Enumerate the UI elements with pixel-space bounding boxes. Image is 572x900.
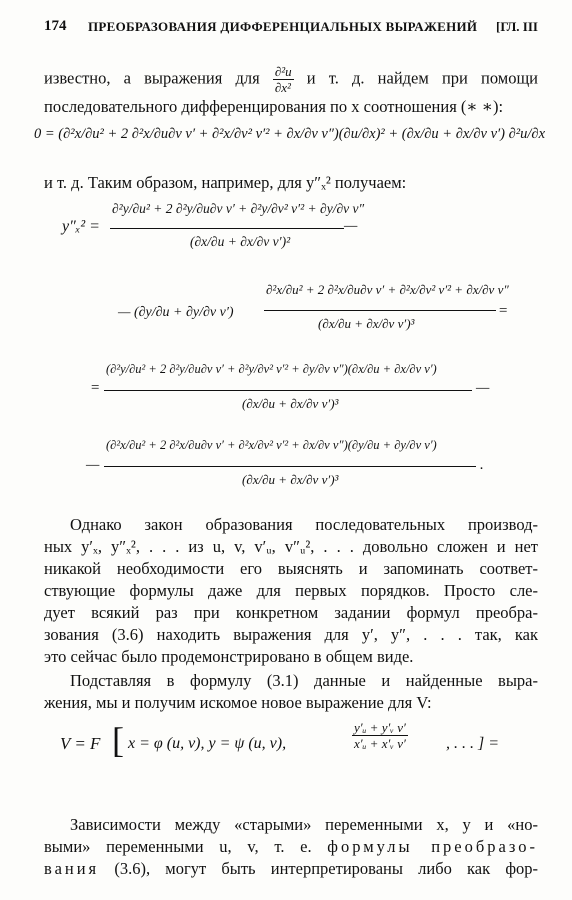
eq-lhs: y″ₓ² = [62,218,100,235]
term3-tail: — [476,380,490,396]
equation-V: V = F [ x = φ (u, v), y = ψ (u, v), $\frac{\text{y′ᵤ + y′ᵥ v′}}{\text{x′ᵤ + x′ᵥ v′}}$ , . . . ] = [60,720,500,760]
para1-line-4: ствующие формулы даже для первых порядков. Просто сле- [44,581,538,600]
term4-prefix: — [86,457,100,473]
term1-denominator: (∂x/∂u + ∂x/∂v v′)² [190,234,291,249]
term2-denominator: (∂x/∂u + ∂x/∂v v′)³ [318,316,415,331]
left-bracket: [ [112,720,124,760]
term3-denominator: (∂x/∂u + ∂x/∂v v′)³ [242,396,339,411]
para3-line-2: выми» переменными u, v, т. е. формулы преобразо- [44,837,539,856]
term2-tail: = [498,303,509,319]
para1-line-6: зования (3.6) находить выражения для y′, y″, . . . так, как [44,625,538,644]
term2-numerator: ∂²x/∂u² + 2 ∂²x/∂u∂v v′ + ∂²x/∂v² v′² + ∂x/∂v v″ [266,282,509,297]
spaced-emphasis: формулы преобразо- [327,837,539,856]
term2-prefix: — (∂y/∂u + ∂y/∂v v′) [118,305,234,320]
term4-numerator: (∂²x/∂u² + 2 ∂²x/∂u∂v v′ + ∂²x/∂v² v′² + ∂x/∂v v″)(∂y/∂u + ∂y/∂v v′) [106,438,437,452]
para2-line-1: Подставляя в формулу (3.1) данные и найденные выра- [70,671,538,690]
para1-line-1: Однако закон образования последовательных производ- [70,515,538,534]
d2u-dx2-fraction: $\frac{\text{∂²u}}{\text{∂x²}}$ [274,64,292,95]
y-prime-fraction: $\frac{\text{y′ᵤ + y′ᵥ v′}}{\text{x′ᵤ + x′ᵥ v′}}$ [354,720,406,751]
term1-fraction-bar [110,228,344,229]
example-line: и т. д. Таким образом, например, для y″ₓ² получаем: [44,173,407,192]
running-header [44,18,538,42]
equation-zero: 0 = (∂²x/∂u² + 2 ∂²x/∂u∂v v′ + ∂²x/∂v² v′² + ∂x/∂v v″)(∂u/∂x)² + (∂x/∂u + ∂x/∂v v′) ∂²u/∂x [34,126,546,142]
term3-fraction-bar [104,390,472,391]
term1-numerator: ∂²y/∂u² + 2 ∂²y/∂u∂v v′ + ∂²y/∂v² v′² + ∂y/∂v v″ [112,201,365,216]
spaced-emphasis-2: вания [44,859,100,878]
para1-line-5: дует всякий раз при конкретном задании формул преобра- [44,603,538,622]
chapter-number: [ГЛ. III [495,19,538,34]
chapter-title: ПРЕОБРАЗОВАНИЯ ДИФФЕРЕНЦИАЛЬНЫХ ВЫРАЖЕНИЙ [88,19,478,34]
para1-line-2: ных y′ₓ, y″ₓ², . . . из u, v, v′ᵤ, v″ᵤ², . . . довольно сложен и нет [44,537,538,556]
term1-tail: — [344,218,358,234]
term2-fraction-bar [264,310,496,311]
term4-denominator: (∂x/∂u + ∂x/∂v v′)³ [242,472,339,487]
term3-numerator: (∂²y/∂u² + 2 ∂²y/∂u∂v v′ + ∂²y/∂v² v′² + ∂y/∂v v″)(∂x/∂u + ∂x/∂v v′) [106,362,437,376]
para2-line-2: жения, мы и получим искомое новое выражение для V: [44,693,432,712]
intro-line-2: последовательного дифференцирования по x соотношения (∗ ∗): [44,97,504,116]
term3-prefix: = [90,380,101,396]
para3-line-1: Зависимости между «старыми» переменными x, y и «но- [70,815,538,834]
term4-tail: . [480,457,484,473]
para1-line-7: это сейчас было продемонстрировано в общем виде. [44,647,414,666]
page-number: 174 [44,18,67,34]
intro-line-1: известно, а выражения для $\frac{\text{∂²u}}{\text{∂x²}}$ и т. д. найдем при помощи [44,64,538,95]
para3-line-3: вания (3.6), могут быть интерпретированы либо как фор- [44,859,539,878]
para1-line-3: никакой необходимости его выяснять и запоминать соответ- [44,559,538,578]
term4-fraction-bar [104,466,476,467]
